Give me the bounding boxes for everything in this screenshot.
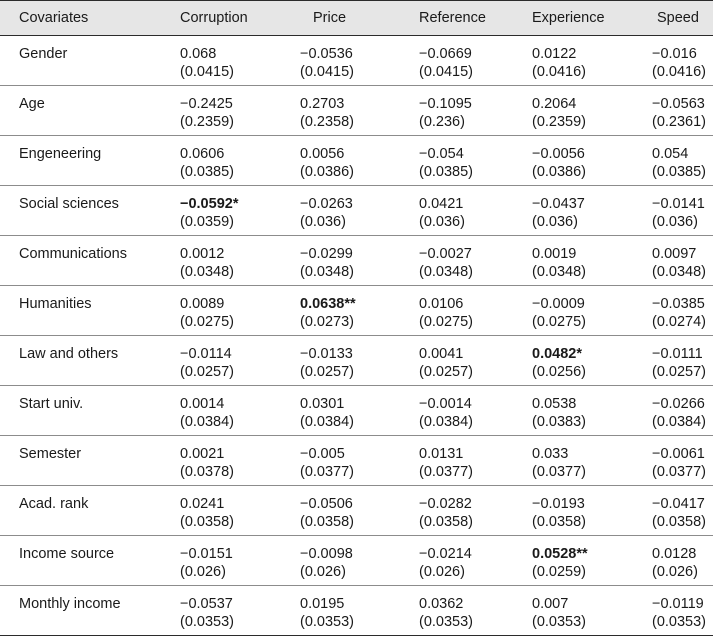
table-cell (180, 436, 300, 486)
coefficient-value: 0.054 (652, 146, 689, 162)
table-cell (652, 36, 713, 86)
table-cell (180, 236, 300, 286)
table-cell (300, 436, 419, 486)
coefficient-value: −0.0014 (419, 396, 472, 412)
header-speed: Speed (652, 1, 713, 36)
table-cell (300, 536, 419, 586)
coefficient-value: −0.0151 (180, 546, 233, 562)
table-cell (532, 136, 652, 186)
table-cell (180, 136, 300, 186)
table-cell (532, 336, 652, 386)
coefficient-value: 0.0362 (419, 596, 464, 612)
coefficient-value: 0.0012 (180, 246, 225, 262)
row-label: Acad. rank (0, 486, 180, 536)
standard-error: (0.0384) (180, 414, 235, 430)
standard-error: (0.0353) (180, 614, 235, 630)
row-label: Humanities (0, 286, 180, 336)
coefficient-value: 0.0021 (180, 446, 225, 462)
table-cell (419, 536, 532, 586)
coefficient-value: −0.016 (652, 46, 697, 62)
standard-error: (0.0416) (652, 64, 707, 80)
coefficient-value: 0.0014 (180, 396, 225, 412)
table-cell (180, 336, 300, 386)
standard-error: (0.0257) (419, 364, 474, 380)
standard-error: (0.236) (419, 114, 465, 130)
coefficient-value: −0.0119 (652, 596, 704, 612)
row-label: Age (0, 86, 180, 136)
table-cell (419, 36, 532, 86)
table-cell (419, 436, 532, 486)
row-label: Income source (0, 536, 180, 586)
table-cell (652, 136, 713, 186)
standard-error: (0.0259) (532, 564, 587, 580)
coefficient-value: −0.0282 (419, 496, 472, 512)
coefficient-value: 0.0056 (300, 146, 345, 162)
header-corruption: Corruption (180, 1, 300, 36)
standard-error: (0.0384) (652, 414, 707, 430)
row-label: Law and others (0, 336, 180, 386)
coefficient-value: 0.0041 (419, 346, 464, 362)
standard-error: (0.0415) (419, 64, 474, 80)
coefficient-value: 0.2703 (300, 96, 345, 112)
table-cell (300, 386, 419, 436)
coefficient-value: −0.0061 (652, 446, 705, 462)
coefficient-value: −0.0299 (300, 246, 353, 262)
coefficient-value: 0.0301 (300, 396, 345, 412)
standard-error: (0.2361) (652, 114, 707, 130)
table-cell (532, 436, 652, 486)
standard-error: (0.0378) (180, 464, 235, 480)
standard-error: (0.0416) (532, 64, 587, 80)
coefficient-value: 0.0241 (180, 496, 225, 512)
standard-error: (0.0384) (419, 414, 474, 430)
table-cell (652, 536, 713, 586)
coefficient-value: 0.0606 (180, 146, 225, 162)
coefficient-value: −0.0027 (419, 246, 472, 262)
table-cell (419, 486, 532, 536)
coefficient-value: −0.0009 (532, 296, 585, 312)
table-cell (652, 586, 713, 636)
coefficient-value: −0.0592* (180, 196, 239, 212)
coefficient-value: 0.0131 (419, 446, 464, 462)
coefficient-value: −0.0385 (652, 296, 705, 312)
standard-error: (0.0415) (180, 64, 235, 80)
row-label: Semester (0, 436, 180, 486)
coefficient-value: −0.1095 (419, 96, 472, 112)
header-covariates: Covariates (0, 1, 180, 36)
standard-error: (0.0358) (300, 514, 355, 530)
table-cell (652, 186, 713, 236)
table-cell (532, 236, 652, 286)
coefficient-value: −0.0417 (652, 496, 705, 512)
coefficient-value: −0.0141 (652, 196, 705, 212)
coefficient-value: −0.0098 (300, 546, 353, 562)
coefficient-value: 0.0128 (652, 546, 697, 562)
table-cell (419, 186, 532, 236)
coefficient-value: −0.0266 (652, 396, 705, 412)
standard-error: (0.0256) (532, 364, 587, 380)
coefficient-value: −0.054 (419, 146, 464, 162)
row-label: Communications (0, 236, 180, 286)
table-row (0, 86, 713, 136)
coefficient-value: −0.0111 (652, 346, 703, 362)
table-cell (180, 486, 300, 536)
standard-error: (0.0386) (532, 164, 587, 180)
table-cell (532, 36, 652, 86)
coefficient-value: −0.0056 (532, 146, 585, 162)
coefficient-value: −0.005 (300, 446, 345, 462)
coefficient-value: 0.0106 (419, 296, 464, 312)
coefficient-value: 0.0019 (532, 246, 577, 262)
table-cell (300, 36, 419, 86)
standard-error: (0.036) (652, 214, 698, 230)
table-cell (532, 186, 652, 236)
table-cell (652, 436, 713, 486)
table-cell (532, 386, 652, 436)
row-label: Social sciences (0, 186, 180, 236)
table-cell (532, 286, 652, 336)
standard-error: (0.036) (300, 214, 346, 230)
header-reference: Reference (419, 1, 532, 36)
table-cell (300, 586, 419, 636)
standard-error: (0.0348) (419, 264, 474, 280)
standard-error: (0.0385) (419, 164, 474, 180)
standard-error: (0.0257) (652, 364, 707, 380)
coefficient-value: 0.0638** (300, 296, 356, 312)
table-cell (419, 86, 532, 136)
standard-error: (0.2359) (180, 114, 235, 130)
table-row (0, 586, 713, 636)
table-row (0, 136, 713, 186)
coefficient-value: 0.007 (532, 596, 569, 612)
table-cell (652, 286, 713, 336)
standard-error: (0.0257) (300, 364, 355, 380)
standard-error: (0.0385) (180, 164, 235, 180)
standard-error: (0.0377) (652, 464, 707, 480)
standard-error: (0.0273) (300, 314, 355, 330)
coefficient-value: −0.2425 (180, 96, 233, 112)
coefficient-value: −0.0669 (419, 46, 472, 62)
standard-error: (0.0358) (180, 514, 235, 530)
coefficient-value: 0.0538 (532, 396, 577, 412)
coefficient-value: 0.0421 (419, 196, 464, 212)
row-label: Start univ. (0, 386, 180, 436)
table-cell (300, 336, 419, 386)
standard-error: (0.2359) (532, 114, 587, 130)
header-price: Price (300, 1, 419, 36)
standard-error: (0.026) (180, 564, 226, 580)
table-row (0, 36, 713, 86)
coefficient-value: −0.0537 (180, 596, 233, 612)
standard-error: (0.036) (419, 214, 465, 230)
coefficient-value: 0.0528** (532, 546, 588, 562)
coefficient-value: −0.0133 (300, 346, 353, 362)
standard-error: (0.026) (300, 564, 346, 580)
coefficient-value: 0.0097 (652, 246, 697, 262)
table-cell (180, 586, 300, 636)
table-cell (300, 186, 419, 236)
standard-error: (0.0275) (180, 314, 235, 330)
standard-error: (0.0348) (652, 264, 707, 280)
table-cell (180, 536, 300, 586)
table-cell (180, 36, 300, 86)
standard-error: (0.0353) (652, 614, 707, 630)
standard-error: (0.0353) (419, 614, 474, 630)
coefficient-value: −0.0563 (652, 96, 705, 112)
table-cell (652, 86, 713, 136)
coefficient-value: −0.0214 (419, 546, 472, 562)
table-cell (300, 486, 419, 536)
row-label: Engeneering (0, 136, 180, 186)
standard-error: (0.0377) (419, 464, 474, 480)
table-cell (180, 186, 300, 236)
table-row (0, 486, 713, 536)
standard-error: (0.0386) (300, 164, 355, 180)
standard-error: (0.0348) (532, 264, 587, 280)
table-cell (652, 236, 713, 286)
coefficient-value: 0.068 (180, 46, 217, 62)
table-cell (419, 236, 532, 286)
coefficient-value: −0.0263 (300, 196, 353, 212)
table-cell (300, 286, 419, 336)
standard-error: (0.0274) (652, 314, 707, 330)
coefficient-value: −0.0536 (300, 46, 353, 62)
coefficient-value: 0.2064 (532, 96, 577, 112)
standard-error: (0.0377) (532, 464, 587, 480)
standard-error: (0.0257) (180, 364, 235, 380)
row-label: Gender (19, 46, 68, 62)
header-row (0, 1, 713, 36)
table-row (0, 186, 713, 236)
coefficient-value: 0.033 (532, 446, 569, 462)
standard-error: (0.026) (652, 564, 698, 580)
standard-error: (0.0358) (419, 514, 474, 530)
table-row (0, 236, 713, 286)
table-cell (300, 136, 419, 186)
coefficient-value: 0.0089 (180, 296, 225, 312)
standard-error: (0.0358) (532, 514, 587, 530)
table-cell (652, 336, 713, 386)
table-cell (419, 336, 532, 386)
standard-error: (0.0275) (532, 314, 587, 330)
table-cell (652, 386, 713, 436)
standard-error: (0.0385) (652, 164, 707, 180)
standard-error: (0.0275) (419, 314, 474, 330)
table-cell (419, 286, 532, 336)
table-cell (180, 386, 300, 436)
standard-error: (0.0384) (300, 414, 355, 430)
table-cell (300, 236, 419, 286)
standard-error: (0.026) (419, 564, 465, 580)
table-row (0, 436, 713, 486)
coefficient-value: −0.0193 (532, 496, 585, 512)
table-cell (180, 286, 300, 336)
table-cell (419, 386, 532, 436)
table-cell (180, 86, 300, 136)
standard-error: (0.0348) (300, 264, 355, 280)
table-cell (532, 536, 652, 586)
table-row (0, 386, 713, 436)
coefficient-value: −0.0506 (300, 496, 353, 512)
table-cell (300, 86, 419, 136)
standard-error: (0.0348) (180, 264, 235, 280)
row-label: Monthly income (0, 586, 180, 636)
table-row (0, 286, 713, 336)
table-body (0, 36, 713, 636)
standard-error: (0.0359) (180, 214, 235, 230)
standard-error: (0.036) (532, 214, 578, 230)
table-cell (419, 586, 532, 636)
standard-error: (0.0353) (532, 614, 587, 630)
standard-error: (0.0383) (532, 414, 587, 430)
standard-error: (0.2358) (300, 114, 355, 130)
coefficient-value: −0.0114 (180, 346, 232, 362)
table-cell (532, 86, 652, 136)
standard-error: (0.0358) (652, 514, 707, 530)
standard-error: (0.0377) (300, 464, 355, 480)
table-row (0, 336, 713, 386)
standard-error: (0.0415) (300, 64, 355, 80)
coefficient-value: 0.0122 (532, 46, 577, 62)
table-cell (419, 136, 532, 186)
header-experience: Experience (532, 1, 652, 36)
coefficient-value: 0.0482* (532, 346, 582, 362)
table-cell (652, 486, 713, 536)
table-cell (532, 486, 652, 536)
table-header (0, 1, 713, 36)
table-cell (532, 586, 652, 636)
coefficient-value: −0.0437 (532, 196, 585, 212)
coefficient-value: 0.0195 (300, 596, 345, 612)
table-row (0, 536, 713, 586)
standard-error: (0.0353) (300, 614, 355, 630)
